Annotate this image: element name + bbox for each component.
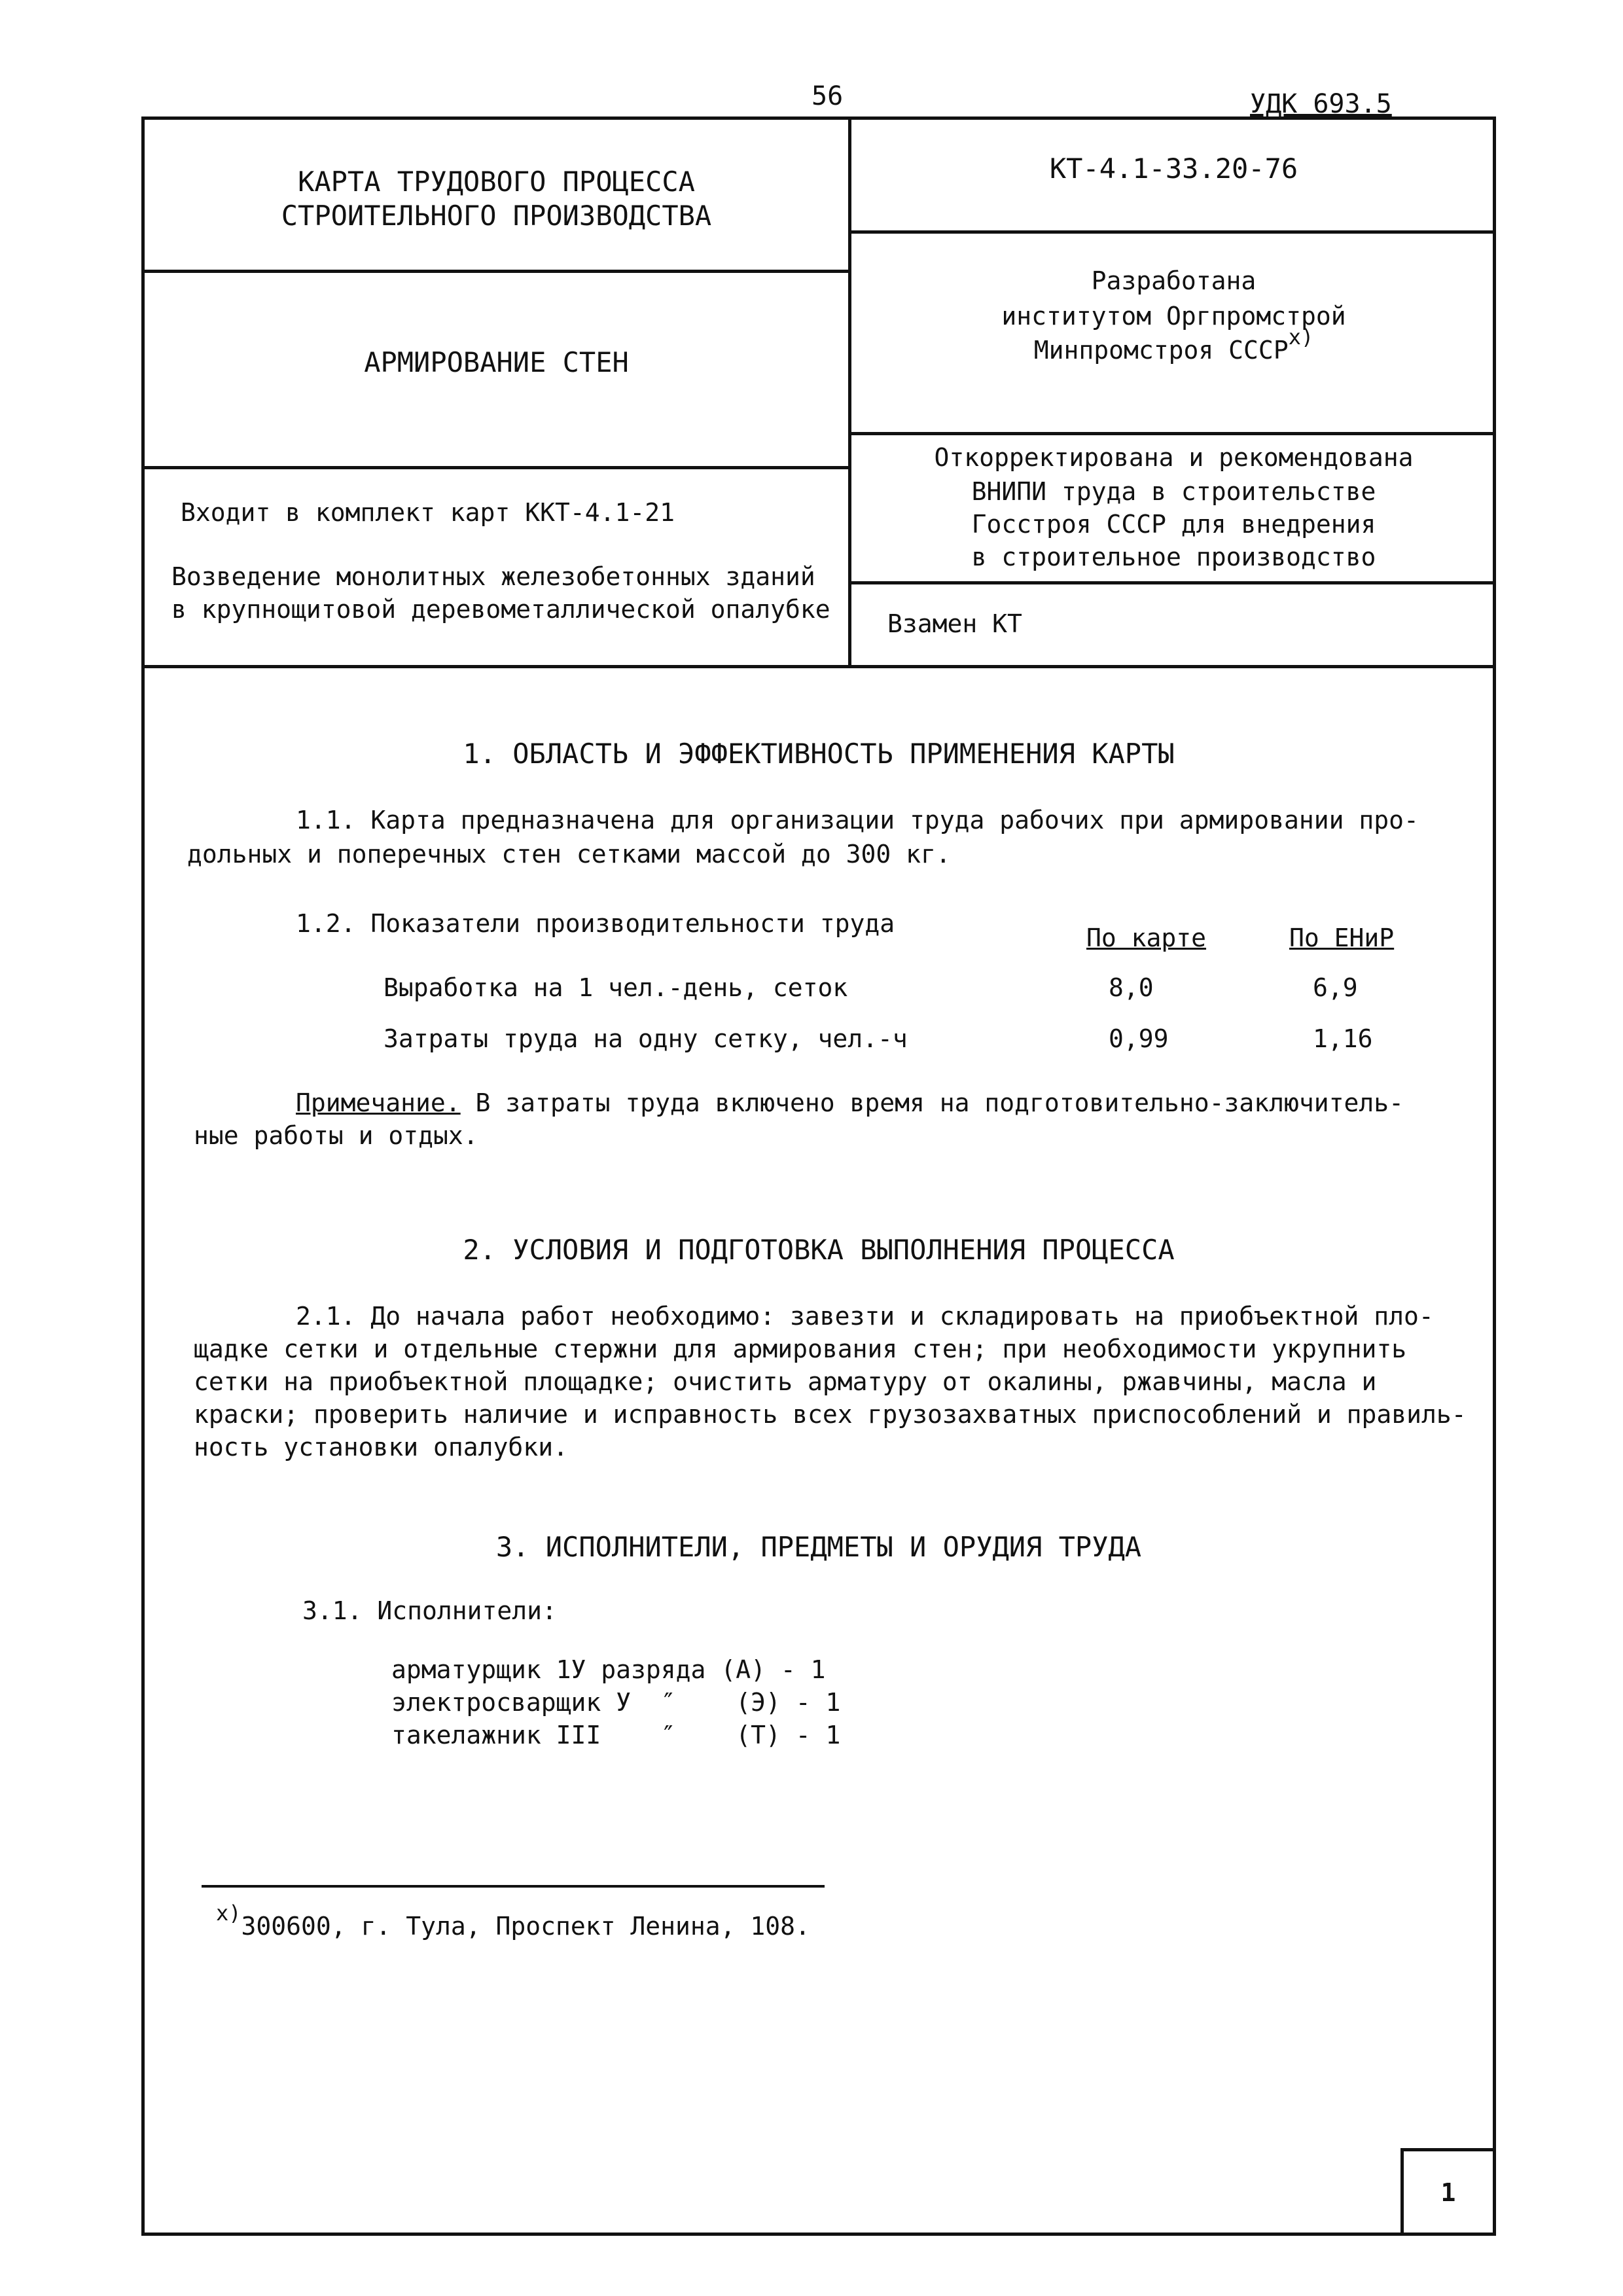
section1-heading: 1. ОБЛАСТЬ И ЭФФЕКТИВНОСТЬ ПРИМЕНЕНИЯ КАРТЫ — [463, 738, 1175, 770]
left-row1-bottom — [141, 270, 851, 273]
row-card-value: 0,99 — [1109, 1024, 1169, 1053]
developed-line3 — [851, 325, 1496, 368]
card-type-line1: КАРТА ТРУДОВОГО ПРОЦЕССА — [298, 166, 695, 198]
note-line2: ные работы и отдых. — [194, 1121, 478, 1150]
left-row2-bottom — [141, 466, 851, 469]
corrected-line4: в строительное производство — [971, 543, 1376, 571]
section2-line5: ность установки опалубки. — [194, 1433, 568, 1462]
row-enir-value: 6,9 — [1313, 973, 1358, 1002]
footnote-mark: x) — [216, 1901, 241, 1926]
sheet-number-box — [1400, 2148, 1496, 2236]
right-row1-bottom — [848, 230, 1496, 234]
worker-3: такелажник III ″ (Т) - 1 — [391, 1721, 841, 1749]
card-type-line2: СТРОИТЕЛЬНОГО ПРОИЗВОДСТВА — [281, 200, 712, 232]
developed-line3-text: Минпромстроя СССР — [1033, 336, 1289, 365]
developed-footnote-mark: x) — [1288, 325, 1314, 350]
page-number: 56 — [812, 81, 844, 111]
row-card-value: 8,0 — [1109, 973, 1154, 1002]
section2-line3: сетки на приобъектной площадке; очистить арматуру от окалины, ржавчины, масла и — [194, 1367, 1377, 1396]
row-enir-value: 1,16 — [1313, 1024, 1373, 1053]
corrected-line1: Откорректирована и рекомендована — [934, 443, 1414, 472]
corrected-line2: ВНИПИ труда в строительстве — [971, 477, 1376, 506]
footnote — [216, 1901, 810, 1944]
worker-1: арматурщик 1У разряда (А) - 1 — [391, 1655, 826, 1684]
section1-p12-label: 1.2. Показатели производительности труда — [296, 909, 895, 938]
card-name: АРМИРОВАНИЕ СТЕН — [364, 346, 629, 378]
sheet-number: 1 — [1440, 2178, 1456, 2207]
section2-line4: краски; проверить наличие и исправность всех грузозахватных приспособлений и правиль- — [194, 1400, 1467, 1429]
section3-heading: 3. ИСПОЛНИТЕЛИ, ПРЕДМЕТЫ И ОРУДИЯ ТРУДА — [495, 1531, 1142, 1563]
note-label: Примечание. — [296, 1088, 461, 1117]
section2-heading: 2. УСЛОВИЯ И ПОДГОТОВКА ВЫПОЛНЕНИЯ ПРОЦЕССА — [463, 1234, 1175, 1266]
section1-p11-line2: дольных и поперечных стен сетками массой до 300 кг. — [187, 840, 951, 869]
udk-code: УДК 693.5 — [1250, 89, 1392, 119]
developed-line1: Разработана — [1091, 266, 1257, 295]
worker-2: электросварщик У ″ (Э) - 1 — [391, 1688, 841, 1717]
note-text: В затраты труда включено время на подготовительно-заключитель- — [460, 1088, 1404, 1117]
column-header-enir: По ЕНиР — [1289, 924, 1395, 952]
section3-sub: 3.1. Исполнители: — [302, 1596, 557, 1625]
right-row3-bottom — [848, 581, 1496, 584]
section1-p11-line1: 1.1. Карта предназначена для организации труда рабочих при армировании про- — [296, 806, 1419, 834]
set-desc-line1: Возведение монолитных железобетонных зданий — [171, 562, 815, 591]
column-header-card: По карте — [1086, 924, 1207, 952]
section2-line1: 2.1. До начала работ необходимо: завезти и складировать на приобъектной пло- — [296, 1302, 1434, 1331]
row-label: Затраты труда на одну сетку, чел.-ч — [383, 1024, 908, 1053]
right-row2-bottom — [848, 432, 1496, 435]
developed-line2: институтом Оргпромстрой — [1001, 302, 1346, 331]
corrected-line3: Госстроя СССР для внедрения — [971, 510, 1376, 539]
footnote-text: 300600, г. Тула, Проспект Ленина, 108. — [241, 1912, 810, 1941]
title-block-bottom — [141, 665, 1496, 668]
set-desc-line2: в крупнощитовой деревометаллической опалубке — [171, 595, 830, 624]
footnote-rule — [202, 1885, 825, 1888]
section2-line2: щадке сетки и отдельные стержни для армирования стен; при необходимости укрупнить — [194, 1335, 1407, 1363]
row-label: Выработка на 1 чел.-день, сеток — [383, 973, 848, 1002]
card-code: КТ-4.1-33.20-76 — [1049, 152, 1298, 185]
replaces-line: Взамен КТ — [887, 609, 1022, 638]
note-line1 — [296, 1086, 1404, 1119]
set-line: Входит в комплект карт ККТ-4.1-21 — [181, 498, 675, 527]
